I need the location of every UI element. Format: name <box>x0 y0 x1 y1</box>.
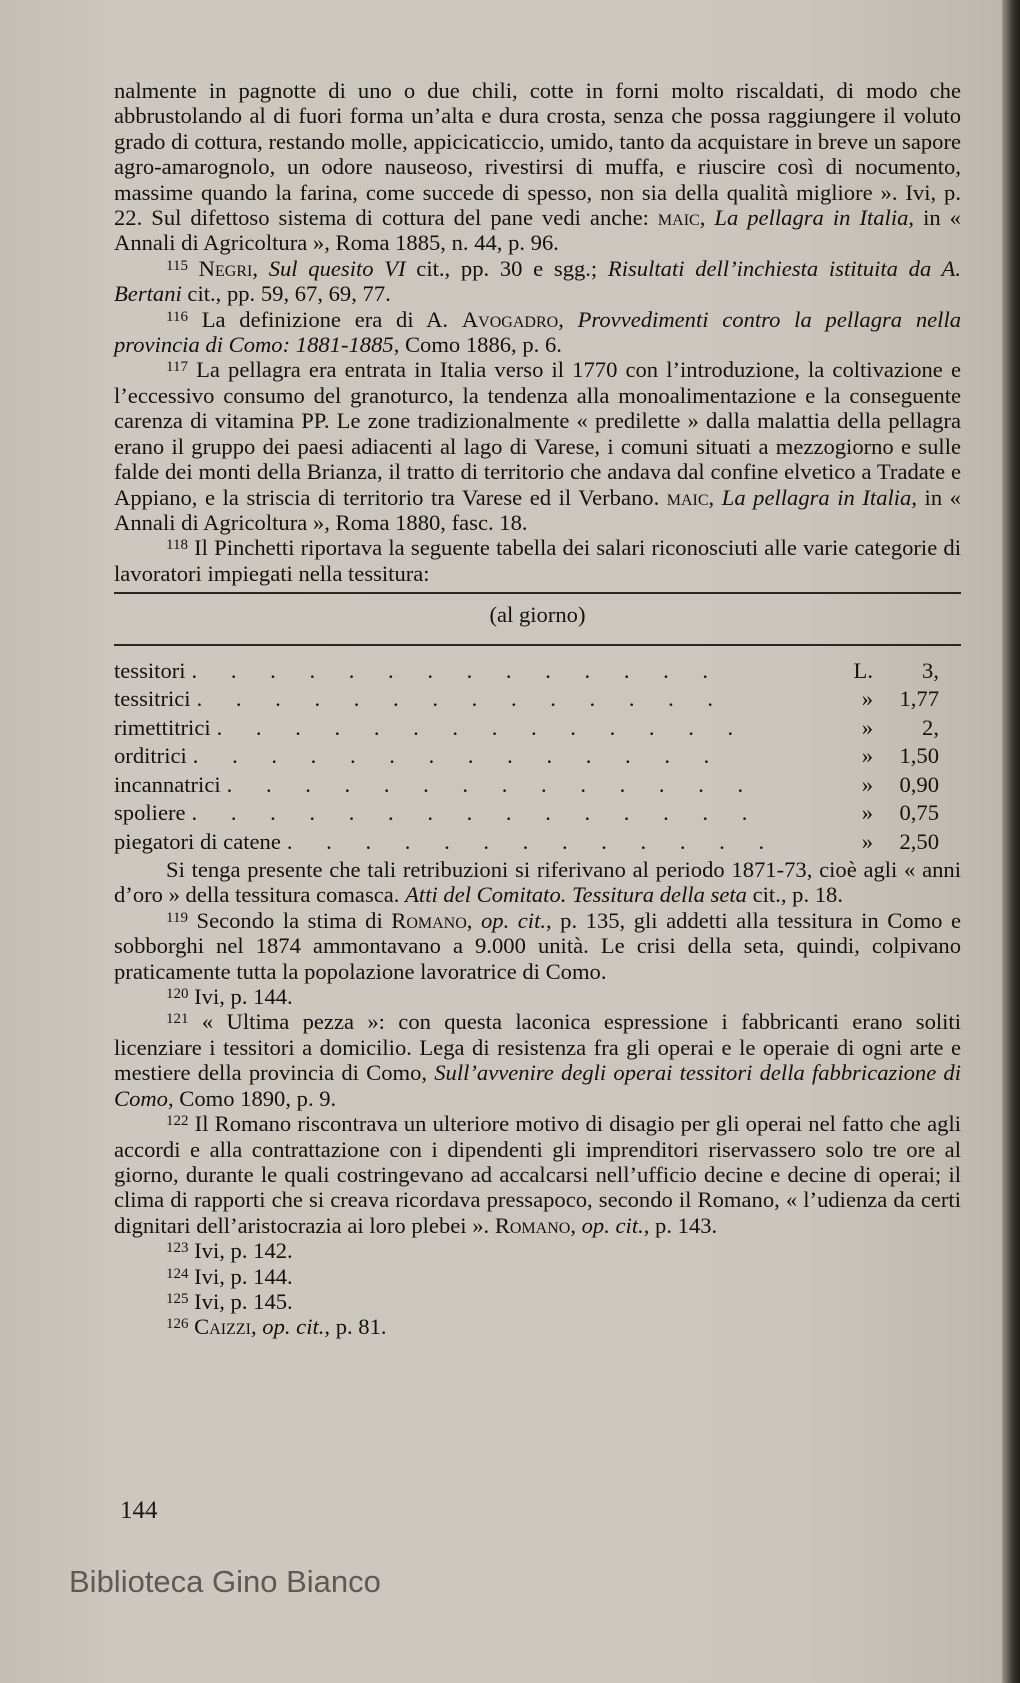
table-row <box>114 800 961 829</box>
row-wage: 2,50 <box>899 828 939 854</box>
row-unit: L. <box>853 657 873 683</box>
row-category: tessitori <box>114 657 186 683</box>
footnote-116: $^{116}$ La definizione era di A. Avogadro, Provvedimenti contro la pellagra nella provincia di Como: 1881-1885, Como 1886, p. 6. <box>114 306 962 358</box>
leader-dots: . . . . . . . . . . . . . . <box>191 657 723 683</box>
footnote-115: $^{115}$ Negri, Sul quesito VI cit., pp. 30 e sgg.; Risultati dell’inchiesta istituita da A. Bertani cit., pp. 59, 67, 69, 77. <box>114 255 962 307</box>
work-title: Atti del Comitato. Tessitura della seta <box>405 882 747 908</box>
author-name: Caizzi <box>194 1314 251 1340</box>
footnote-number: 123 <box>166 1240 189 1257</box>
table-row <box>114 772 961 801</box>
table-header-rule <box>114 644 961 646</box>
leader-dots: . . . . . . . . . . . . . . <box>192 743 724 769</box>
footnote-122: $^{122}$ Il Romano riscontrava un ulteriore motivo di disagio per gli operai nel fatto che agli accordi e alla contrattazione con i dipendenti gli imprenditori riservassero solo tre ore al giorno, durante le quali costringevano ad accalcarsi nell’ufficio decine e decine di operai; il clima di rapporti che si creava ricordava pressapoco, secondo il Romano, « l’udienza da certi dignitari dell’aristocrazia ai loro plebei ». Romano, op. cit., p. 143. <box>114 1111 962 1238</box>
author-name: Romano <box>391 907 467 933</box>
table-row <box>114 686 961 715</box>
row-unit: » <box>861 771 873 797</box>
row-wage: 0,90 <box>899 771 939 797</box>
row-category: spoliere <box>114 800 186 826</box>
op-cit: op. cit. <box>480 907 546 933</box>
row-category: piegatori di catene <box>114 828 281 854</box>
row-unit: » <box>861 714 873 740</box>
table-row <box>114 743 961 772</box>
work-title: La pellagra in Italia <box>714 205 909 231</box>
row-wage: 1,50 <box>899 743 939 769</box>
author-name: maic <box>657 205 700 231</box>
footnote-119: $^{119}$ Secondo la stima di Romano, op. cit., p. 135, gli addetti alla tessitura in Como e sobborghi nel 1874 ammontavano a 9.000 unità. Le crisi della seta, quindi, colpivano praticamente tutta la popolazione lavoratrice di Como. <box>114 907 962 984</box>
footnote-118: $^{118}$ Il Pinchetti riportava la seguente tabella dei salari riconosciuti alle varie categorie di lavoratori impiegati nella tessitura: <box>114 535 962 586</box>
footnote-121: $^{121}$ « Ultima pezza »: con questa laconica espressione i fabbricanti erano soliti licenziare i tessitori a domicilio. Lega di resistenza fra gli operai e le operaie di ogni arte e mestiere della provincia di Como, Sull’avvenire degli operai tessitori della fabbricazione di Como, Como 1890, p. 9. <box>114 1009 961 1111</box>
work-title: Sul quesito VI <box>268 255 406 281</box>
leader-dots: . . . . . . . . . . . . . . . <box>191 800 762 826</box>
author-name: maic <box>666 484 709 510</box>
footnote-123: $^{123}$ Ivi, p. 142. <box>166 1238 293 1264</box>
work-title: Sull’avvenire degli operai tessitori della fabbricazione di Como <box>114 1060 961 1111</box>
footnote-126: $^{126}$ Caizzi, op. cit., p. 81. <box>166 1314 387 1340</box>
footnote-125: $^{125}$ Ivi, p. 145. <box>166 1288 293 1314</box>
footnote-number: 124 <box>166 1265 189 1282</box>
footnote-number: 116 <box>166 308 188 325</box>
row-wage: 2, <box>922 714 939 740</box>
row-category: tessitrici <box>114 686 191 712</box>
op-cit: op. cit. <box>581 1212 644 1238</box>
author-name: Romano <box>494 1212 571 1238</box>
row-unit: » <box>861 828 873 854</box>
footnote-number: 118 <box>166 537 188 554</box>
page-body <box>114 78 961 1340</box>
footnote-number: 122 <box>166 1113 189 1130</box>
wage-table <box>114 658 961 858</box>
footnote-number: 125 <box>166 1290 189 1307</box>
page-number: 144 <box>120 1497 158 1524</box>
row-wage: 1,77 <box>899 686 939 712</box>
footnote-number: 121 <box>166 1011 189 1028</box>
work-title: Provvedimenti contro la pellagra nella provincia di Como: 1881-1885 <box>114 306 962 358</box>
op-cit: op. cit. <box>262 1314 325 1340</box>
leader-dots: . . . . . . . . . . . . . . <box>226 771 758 797</box>
table-row <box>114 715 961 744</box>
library-watermark: Biblioteca Gino Bianco <box>69 1564 381 1599</box>
footnote-number: 126 <box>166 1316 189 1333</box>
author-name: Negri <box>198 255 253 281</box>
row-category: incannatrici <box>114 771 221 797</box>
footnote-number: 120 <box>166 986 189 1003</box>
footnote-124: $^{124}$ Ivi, p. 144. <box>166 1263 293 1289</box>
footnote-number: 117 <box>166 359 188 376</box>
footnote-120: $^{120}$ Ivi, p. 144. <box>166 984 293 1010</box>
row-unit: » <box>861 743 873 769</box>
row-unit: » <box>861 686 873 712</box>
row-wage: 3, <box>922 657 939 683</box>
table-row <box>114 658 961 687</box>
footnote-118-continued: Si tenga presente che tali retribuzioni si riferivano al periodo 1871-73, cioè agli « anni d’oro » della tessitura comasca. Atti del Comitato. Tessitura della seta cit., p. 18. <box>114 857 961 908</box>
row-category: orditrici <box>114 743 187 769</box>
row-unit: » <box>861 800 873 826</box>
author-name: Avogadro <box>461 306 559 332</box>
row-wage: 0,75 <box>899 800 939 826</box>
paragraph-continued: nalmente in pagnotte di uno o due chili, cotte in forni molto riscaldati, di modo che abbrustolando al di fuori forma un’alta e dura crosta, senza che possa raggiungere il voluto grado di cottura, restando molle, appicicaticcio, umido, tanto da acquistare in breve un sapore agro-amarognolo, un odore nauseoso, rivestirsi di muffa, e riuscire così di nocumento, massime quando la farina, come succede di spesso, non sia della qualità migliore ». Ivi, p. 22. Sul difettoso sistema di cottura del pane vedi anche: maic, La pellagra in Italia, in « Annali di Agricoltura », Roma 1885, n. 44, p. 96. <box>114 78 961 256</box>
work-title: La pellagra in Italia <box>721 484 912 510</box>
table-row <box>114 829 961 858</box>
row-category: rimettitrici <box>114 714 211 740</box>
leader-dots: . . . . . . . . . . . . . . <box>196 686 728 712</box>
work-title: Risultati dell’inchiesta istituita da A. Bertani <box>114 255 962 307</box>
leader-dots: . . . . . . . . . . . . . <box>286 828 779 854</box>
leader-dots: . . . . . . . . . . . . . . <box>216 714 748 740</box>
footnote-number: 115 <box>166 257 188 274</box>
table-header: (al giorno) <box>489 602 586 628</box>
book-spine-shadow <box>1002 0 1020 1683</box>
footnote-117: $^{117}$ La pellagra era entrata in Italia verso il 1770 con l’introduzione, la coltivazione e l’eccessivo consumo del granoturco, la tendenza alla monoalimentazione e la conseguente carenza di vitamina PP. Le zone tradizionalmente « predilette » dalla malattia della pellagra erano il gruppo dei paesi adiacenti al lago di Varese, i comuni situati a mezzogiorno e sulle falde dei monti della Brianza, il tratto di territorio che andava dal confine elvetico a Tradate e Appiano, e la striscia di territorio tra Varese ed il Verbano. maic, La pellagra in Italia, in « Annali di Agricoltura », Roma 1880, fasc. 18. <box>114 357 961 535</box>
footnote-number: 119 <box>166 909 188 926</box>
